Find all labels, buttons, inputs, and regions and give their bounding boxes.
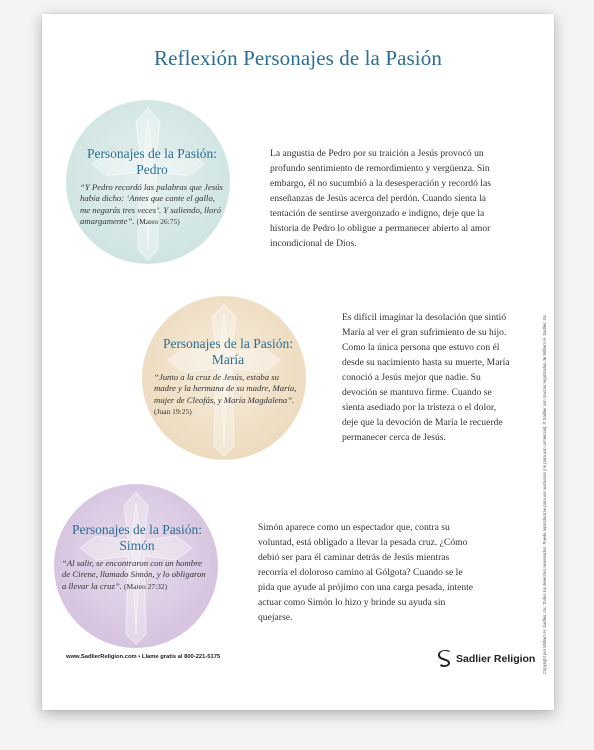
section-body-pedro: La angustia de Pedro por su traición a Jesús provocó un profundo sentimiento de remordimiento y vergüenza. Sin embargo, él no sucumbió a la desesperación y recordó las enseñanzas de Jesús acerca del perdón. Cuando sienta la tentación de sentirse avergonzado e indigno, deje que la historia de Pedro lo obligue a permanecer abierto al amor incondicional de Dios. [270, 148, 491, 249]
section-quote-simon [62, 522, 212, 592]
footer-contact: www.SadlierReligion.com • Llame gratis al 800-221-5175 [66, 654, 221, 660]
scripture-reference: (Mateo 27:32) [124, 581, 168, 591]
quote-text: “Junto a la cruz de Jesús, estaba su madre y la hermana de su madre, María, mujer de Cleofás, y María Magdalena”. [154, 372, 297, 405]
scripture-quote [62, 558, 212, 592]
heading-line: Personajes de la Pasión: [86, 146, 218, 161]
section-heading [62, 522, 212, 554]
heading-name: Simón [119, 538, 155, 553]
scripture-quote [154, 372, 302, 418]
scripture-reference: (Juan 19:25) [154, 407, 192, 417]
heading-line: Personajes de la Pasión: [71, 522, 203, 537]
section-heading [154, 336, 302, 368]
heading-name: Pedro [136, 162, 168, 177]
logo-text: Sadlier Religion [456, 653, 536, 665]
copyright-text: Copyright por William H. Sadlier, Inc. Todos los derechos reservados. Puede reproducirse para uso exclusivo (no para uso comercial). ® Sadlier son marcas registradas de William H. Sadlier, Inc. [542, 313, 547, 674]
section-body-simon: Simón aparece como un espectador que, contra su voluntad, está obligado a llevar la pesada cruz. ¿Cómo debió ser para él caminar detrás de Jesús mientras recorría el doloroso camino al Gólgota? Cuando se le pida que ayude al prójimo con una carga pesada, intente actuar como Simón lo hizo y brinde su ayuda sin quejarse. [258, 522, 474, 623]
scripture-quote [80, 182, 224, 228]
section-body-maria: Es difícil imaginar la desolación que sintió María al ver el gran sufrimiento de su hijo. Como la única persona que estuvo con él desde su nacimiento hasta su muerte, María conoció a Jesús mejor que nadie. Su devoción se mantuvo firme. Cuando se sienta asediado por la tristeza o el dolor, deje que la devoción de María le recuerde permanecer cerca de Jesús. [342, 312, 510, 443]
heading-name: María [211, 352, 245, 367]
worksheet-page [42, 14, 554, 710]
quote-text: “Y Pedro recordó las palabras que Jesús había dicho: ‘Antes que cante el gallo, me negarás tres veces’. Y saliendo, lloró amargamente”. [80, 182, 223, 227]
quote-text: “Al salir, se encontraron con un hombre de Cirene, llamado Simón, y lo obligaron a llevar la cruz”. [62, 558, 206, 591]
section-quote-maria [154, 336, 302, 418]
sadlier-logo [438, 650, 538, 668]
section-heading [80, 146, 224, 178]
sadlier-s-icon [438, 650, 452, 668]
section-quote-pedro [80, 146, 224, 228]
page-title: Reflexión Personajes de la Pasión [154, 46, 442, 70]
copyright-vertical [542, 224, 550, 674]
heading-line: Personajes de la Pasión: [162, 336, 294, 351]
scripture-reference: (Mateo 26:75) [136, 217, 180, 227]
